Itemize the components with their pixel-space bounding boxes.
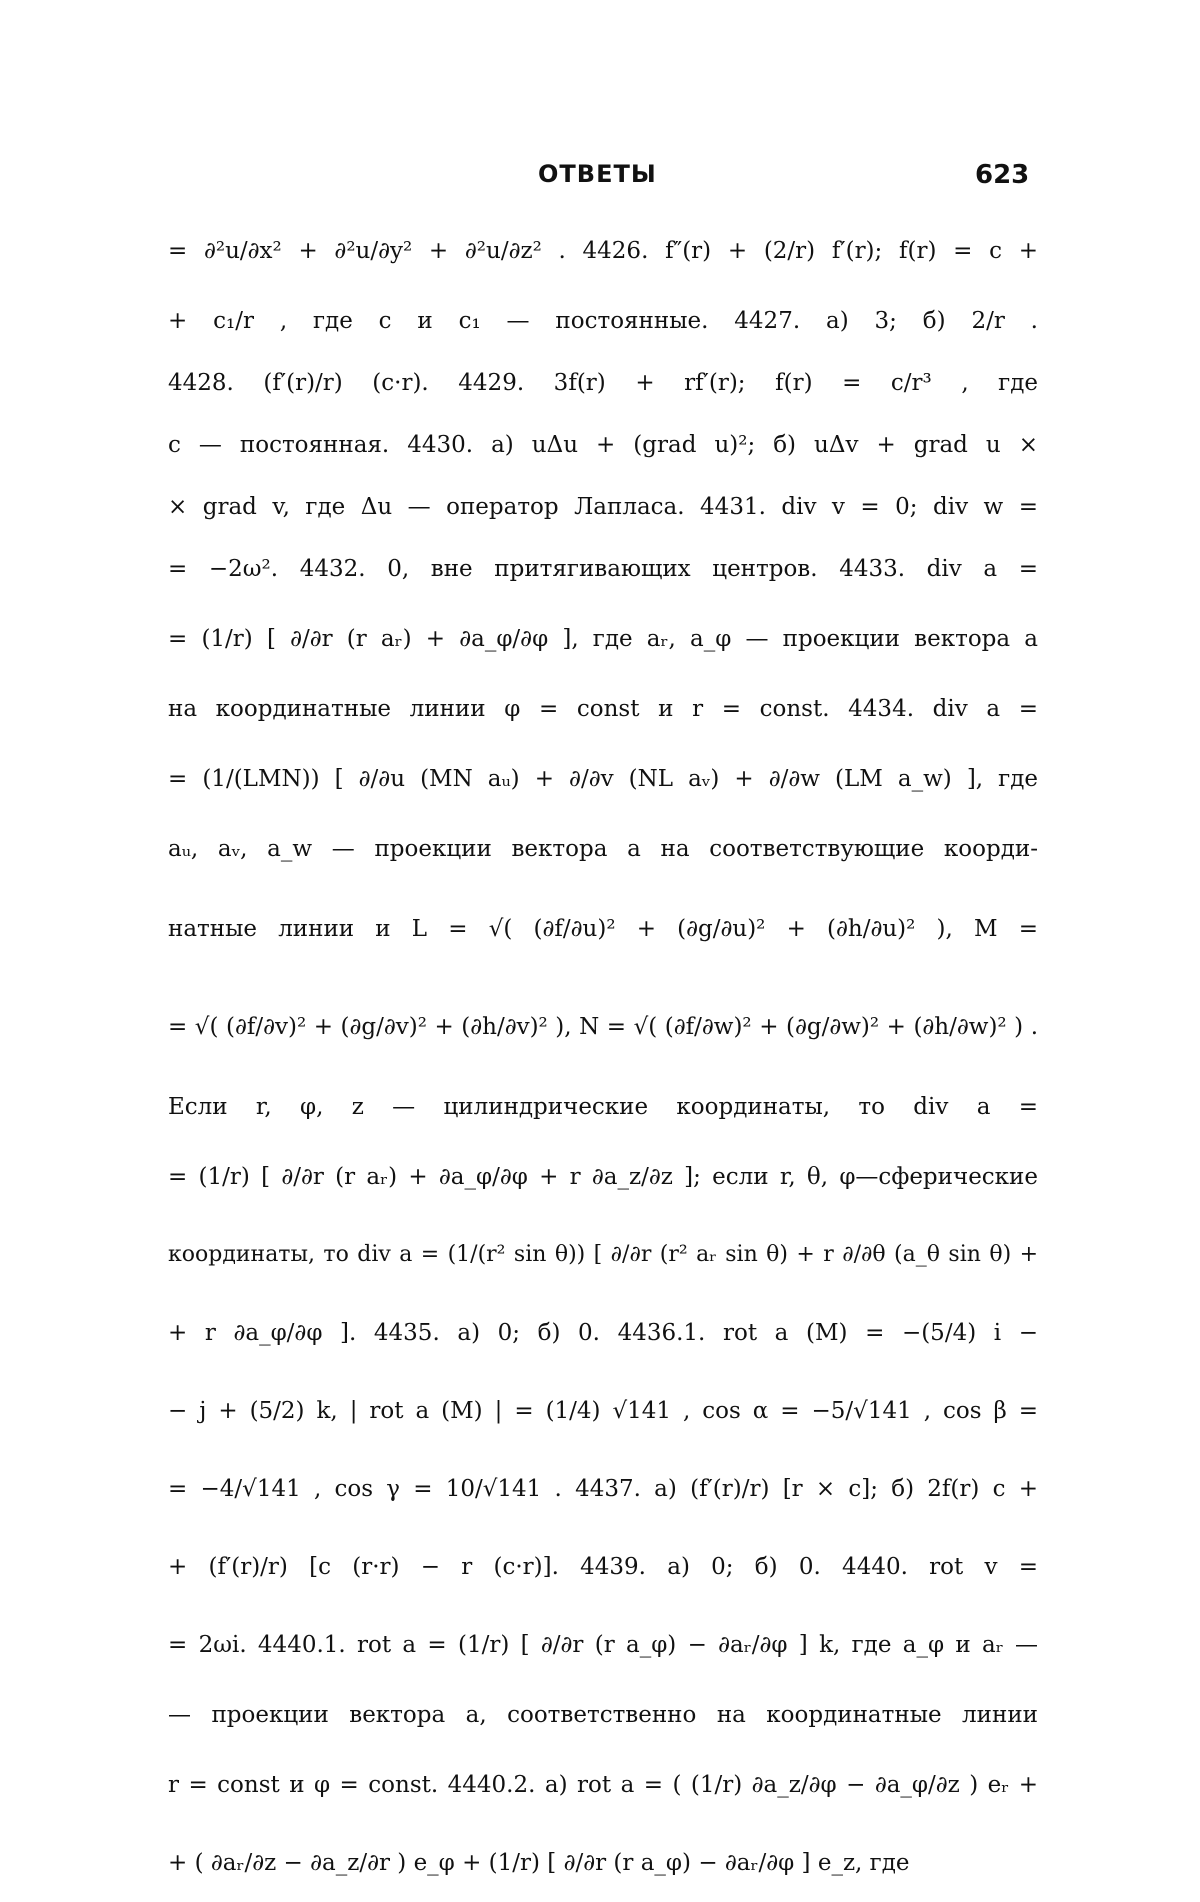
text-line: = −2ω². 4432. 0, вне притягивающих центров. 4433. div a = <box>168 556 1038 582</box>
text-line: натные линии и L = √( (∂f/∂u)² + (∂g/∂u)² + (∂h/∂u)² ), M = <box>168 916 1038 942</box>
text-line: + c₁/r , где c и c₁ — постоянные. 4427. а) 3; б) 2/r . <box>168 308 1038 334</box>
text-line: координаты, то div a = (1/(r² sin θ)) [ ∂/∂r (r² aᵣ sin θ) + r ∂/∂θ (a_θ sin θ) + <box>168 1242 1038 1267</box>
text-line: = (1/r) [ ∂/∂r (r aᵣ) + ∂a_φ/∂φ + r ∂a_z/∂z ]; если r, θ, φ—сферические <box>168 1164 1038 1190</box>
text-line: × grad v, где Δu — оператор Лапласа. 4431. div v = 0; div w = <box>168 494 1038 520</box>
text-line: = (1/(LMN)) [ ∂/∂u (MN aᵤ) + ∂/∂v (NL aᵥ) + ∂/∂w (LM a_w) ], где <box>168 766 1038 792</box>
text-line: = ∂²u/∂x² + ∂²u/∂y² + ∂²u/∂z² . 4426. f″(r) + (2/r) f′(r); f(r) = c + <box>168 238 1038 264</box>
text-line: r = const и φ = const. 4440.2. а) rot a = ( (1/r) ∂a_z/∂φ − ∂a_φ/∂z ) eᵣ + <box>168 1772 1038 1798</box>
text-line: − j + (5/2) k, | rot a (M) | = (1/4) √141 , cos α = −5/√141 , cos β = <box>168 1398 1038 1424</box>
text-line: на координатные линии φ = const и r = const. 4434. div a = <box>168 696 1038 722</box>
text-line: = (1/r) [ ∂/∂r (r aᵣ) + ∂a_φ/∂φ ], где aᵣ, a_φ — проекции вектора a <box>168 626 1038 652</box>
text-line: + ( ∂aᵣ/∂z − ∂a_z/∂r ) e_φ + (1/r) [ ∂/∂r (r a_φ) − ∂aᵣ/∂φ ] e_z, где <box>168 1850 910 1876</box>
answers-text <box>168 212 1038 1902</box>
text-line: = 2ωi. 4440.1. rot a = (1/r) [ ∂/∂r (r a_φ) − ∂aᵣ/∂φ ] k, где a_φ и aᵣ — <box>168 1632 1038 1658</box>
text-line: 4428. (f′(r)/r) (c·r). 4429. 3f(r) + rf′(r); f(r) = c/r³ , где <box>168 370 1038 396</box>
text-line: c — постоянная. 4430. а) uΔu + (grad u)²; б) uΔv + grad u × <box>168 432 1038 458</box>
text-line: + (f′(r)/r) [c (r·r) − r (c·r)]. 4439. а) 0; б) 0. 4440. rot v = <box>168 1554 1038 1580</box>
text-line: — проекции вектора a, соответственно на координатные линии <box>168 1702 1038 1728</box>
page-number: 623 <box>975 160 1030 190</box>
text-line: Если r, φ, z — цилиндрические координаты, то div a = <box>168 1094 1038 1120</box>
text-line: aᵤ, aᵥ, a_w — проекции вектора a на соответствующие коорди- <box>168 836 1038 862</box>
text-line: = √( (∂f/∂v)² + (∂g/∂v)² + (∂h/∂v)² ), N = √( (∂f/∂w)² + (∂g/∂w)² + (∂h/∂w)² ) . <box>168 1014 1038 1040</box>
text-line: + r ∂a_φ/∂φ ]. 4435. а) 0; б) 0. 4436.1. rot a (M) = −(5/4) i − <box>168 1320 1038 1346</box>
running-head <box>0 160 1200 200</box>
section-title: ОТВЕТЫ <box>538 160 657 188</box>
text-line: = −4/√141 , cos γ = 10/√141 . 4437. а) (f′(r)/r) [r × c]; б) 2f(r) c + <box>168 1476 1038 1502</box>
